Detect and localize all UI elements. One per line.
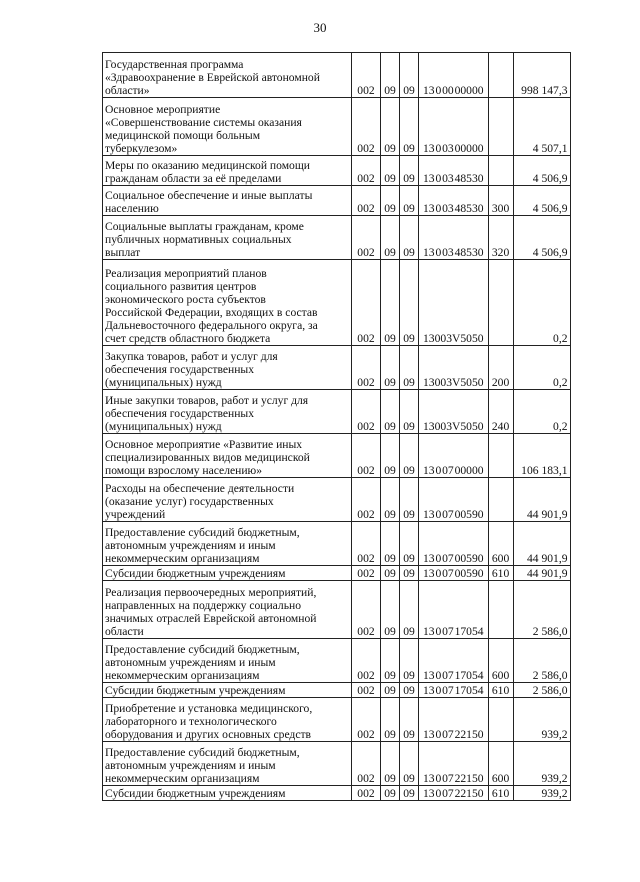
grbs-code: 002 <box>352 566 381 581</box>
table-row <box>103 566 571 581</box>
target-article-part: 07 <box>442 567 454 580</box>
expense-type-code: 600 <box>488 522 513 566</box>
target-article-part: 0 <box>435 684 442 697</box>
expense-type-code: 610 <box>488 566 513 581</box>
target-article-part: 13 <box>423 684 435 697</box>
amount: 44 901,9 <box>513 566 570 581</box>
target-article-part: 13 <box>423 332 435 345</box>
table-row <box>103 186 571 216</box>
target-article-part: 17054 <box>454 625 484 638</box>
target-article-part: 0 <box>435 787 442 800</box>
target-article-part: 22150 <box>454 772 484 785</box>
section-code: 09 <box>381 581 400 639</box>
section-code: 09 <box>381 186 400 216</box>
expense-type-code <box>488 260 513 346</box>
target-article-code <box>419 260 489 346</box>
target-article-parts <box>421 142 486 155</box>
section-code: 09 <box>381 156 400 186</box>
amount: 4 506,9 <box>513 216 570 260</box>
grbs-code: 002 <box>352 346 381 390</box>
target-article-code <box>419 566 489 581</box>
section-code: 09 <box>381 742 400 786</box>
target-article-part: 07 <box>442 625 454 638</box>
target-article-code <box>419 639 489 683</box>
target-article-part: 22150 <box>454 787 484 800</box>
row-name: Субсидии бюджетным учреждениям <box>103 566 352 581</box>
target-article-part: 0 <box>435 728 442 741</box>
grbs-code: 002 <box>352 434 381 478</box>
table-row <box>103 742 571 786</box>
section-code: 09 <box>381 216 400 260</box>
target-article-part: 0 <box>434 376 441 389</box>
target-article-part: 13 <box>423 625 435 638</box>
table-row <box>103 98 571 156</box>
amount: 106 183,1 <box>513 434 570 478</box>
grbs-code: 002 <box>352 683 381 698</box>
target-article-part: 0 <box>435 552 442 565</box>
target-article-part: 07 <box>442 552 454 565</box>
row-name: Основное мероприятие «Развитие иных специализированных видов медицинской помощи взрослому населению» <box>103 434 352 478</box>
grbs-code: 002 <box>352 186 381 216</box>
target-article-part: 07 <box>442 684 454 697</box>
subsection-code: 09 <box>400 683 419 698</box>
target-article-part: 00000 <box>454 84 484 97</box>
page-number: 30 <box>313 20 327 35</box>
grbs-code: 002 <box>352 698 381 742</box>
table-row <box>103 698 571 742</box>
expense-type-code <box>488 478 513 522</box>
target-article-part: 00590 <box>454 552 484 565</box>
target-article-part: 0 <box>435 246 442 259</box>
target-article-code <box>419 346 489 390</box>
amount: 0,2 <box>513 346 570 390</box>
target-article-part: 13 <box>423 172 435 185</box>
grbs-code: 002 <box>352 260 381 346</box>
target-article-part: 13 <box>423 420 435 433</box>
target-article-code <box>419 186 489 216</box>
amount: 0,2 <box>513 390 570 434</box>
budget-table-body <box>103 53 571 801</box>
target-article-parts <box>421 787 486 800</box>
target-article-part: 07 <box>442 728 454 741</box>
target-article-code <box>419 742 489 786</box>
target-article-part: 03 <box>440 332 452 345</box>
target-article-code <box>419 390 489 434</box>
target-article-code <box>419 522 489 566</box>
target-article-part: 13 <box>423 728 435 741</box>
row-name: Предоставление субсидий бюджетным, автономным учреждениям и иным некоммерческим организациям <box>103 522 352 566</box>
subsection-code: 09 <box>400 98 419 156</box>
table-row <box>103 156 571 186</box>
target-article-parts <box>421 728 486 741</box>
target-article-parts <box>421 508 486 521</box>
target-article-part: 17054 <box>454 684 484 697</box>
amount: 0,2 <box>513 260 570 346</box>
row-name: Предоставление субсидий бюджетным, автономным учреждениям и иным некоммерческим организациям <box>103 742 352 786</box>
target-article-code <box>419 98 489 156</box>
row-name: Социальные выплаты гражданам, кроме публичных нормативных социальных выплат <box>103 216 352 260</box>
row-name: Субсидии бюджетным учреждениям <box>103 683 352 698</box>
row-name: Меры по оказанию медицинской помощи гражданам области за её пределами <box>103 156 352 186</box>
target-article-parts <box>421 772 486 785</box>
row-name: Иные закупки товаров, работ и услуг для обеспечения государственных (муниципальных) нужд <box>103 390 352 434</box>
target-article-parts <box>421 332 486 345</box>
table-row <box>103 216 571 260</box>
target-article-part: 48530 <box>454 172 484 185</box>
target-article-part: 13 <box>423 508 435 521</box>
amount: 4 506,9 <box>513 156 570 186</box>
target-article-code <box>419 53 489 98</box>
target-article-code <box>419 156 489 186</box>
table-row <box>103 581 571 639</box>
table-row <box>103 478 571 522</box>
row-name: Субсидии бюджетным учреждениям <box>103 786 352 801</box>
table-row <box>103 434 571 478</box>
target-article-part: V5050 <box>451 376 484 389</box>
target-article-part: 13 <box>423 246 435 259</box>
expense-type-code: 600 <box>488 742 513 786</box>
target-article-parts <box>421 567 486 580</box>
target-article-part: 0 <box>435 772 442 785</box>
section-code: 09 <box>381 639 400 683</box>
expense-type-code: 300 <box>488 186 513 216</box>
target-article-part: 13 <box>423 142 435 155</box>
target-article-code <box>419 683 489 698</box>
section-code: 09 <box>381 434 400 478</box>
row-name: Приобретение и установка медицинского, лабораторного и технологического оборудования и других основных средств <box>103 698 352 742</box>
section-code: 09 <box>381 698 400 742</box>
table-row <box>103 53 571 98</box>
target-article-part: 13 <box>423 202 435 215</box>
subsection-code: 09 <box>400 639 419 683</box>
target-article-part: 03 <box>442 142 454 155</box>
amount: 2 586,0 <box>513 639 570 683</box>
amount: 998 147,3 <box>513 53 570 98</box>
target-article-part: 17054 <box>454 669 484 682</box>
target-article-part: 03 <box>442 246 454 259</box>
expense-type-code <box>488 53 513 98</box>
target-article-code <box>419 478 489 522</box>
subsection-code: 09 <box>400 390 419 434</box>
grbs-code: 002 <box>352 581 381 639</box>
target-article-part: 0 <box>435 625 442 638</box>
amount: 4 506,9 <box>513 186 570 216</box>
expense-type-code <box>488 98 513 156</box>
table-row <box>103 260 571 346</box>
target-article-part: 07 <box>442 508 454 521</box>
subsection-code: 09 <box>400 478 419 522</box>
target-article-part: 07 <box>442 772 454 785</box>
target-article-part: 0 <box>435 508 442 521</box>
target-article-part: 00000 <box>454 464 484 477</box>
expense-type-code <box>488 581 513 639</box>
target-article-part: 13 <box>423 552 435 565</box>
target-article-part: 03 <box>442 202 454 215</box>
target-article-part: 13 <box>423 84 435 97</box>
target-article-part: 00000 <box>454 142 484 155</box>
grbs-code: 002 <box>352 522 381 566</box>
target-article-parts <box>421 669 486 682</box>
target-article-part: 0 <box>434 420 441 433</box>
subsection-code: 09 <box>400 260 419 346</box>
target-article-part: 0 <box>435 202 442 215</box>
target-article-part: 13 <box>423 787 435 800</box>
target-article-parts <box>421 376 486 389</box>
row-name: Основное мероприятие «Совершенствование системы оказания медицинской помощи больным туберкулезом» <box>103 98 352 156</box>
target-article-code <box>419 216 489 260</box>
target-article-part: 00590 <box>454 508 484 521</box>
table-row <box>103 786 571 801</box>
subsection-code: 09 <box>400 581 419 639</box>
amount: 2 586,0 <box>513 581 570 639</box>
expense-type-code: 610 <box>488 786 513 801</box>
row-name: Предоставление субсидий бюджетным, автономным учреждениям и иным некоммерческим организациям <box>103 639 352 683</box>
subsection-code: 09 <box>400 742 419 786</box>
expense-type-code: 610 <box>488 683 513 698</box>
target-article-part: 03 <box>440 376 452 389</box>
target-article-code <box>419 581 489 639</box>
section-code: 09 <box>381 346 400 390</box>
grbs-code: 002 <box>352 156 381 186</box>
table-row <box>103 683 571 698</box>
target-article-part: 07 <box>442 787 454 800</box>
amount: 4 507,1 <box>513 98 570 156</box>
table-row <box>103 522 571 566</box>
target-article-part: 0 <box>434 332 441 345</box>
target-article-code <box>419 786 489 801</box>
section-code: 09 <box>381 260 400 346</box>
grbs-code: 002 <box>352 786 381 801</box>
target-article-part: 07 <box>442 464 454 477</box>
target-article-part: 03 <box>442 172 454 185</box>
row-name: Социальное обеспечение и иные выплаты населению <box>103 186 352 216</box>
target-article-parts <box>421 246 486 259</box>
target-article-code <box>419 434 489 478</box>
subsection-code: 09 <box>400 216 419 260</box>
grbs-code: 002 <box>352 478 381 522</box>
expense-type-code: 600 <box>488 639 513 683</box>
target-article-parts <box>421 684 486 697</box>
table-row <box>103 639 571 683</box>
section-code: 09 <box>381 566 400 581</box>
subsection-code: 09 <box>400 522 419 566</box>
expense-type-code: 200 <box>488 346 513 390</box>
target-article-parts <box>421 84 486 97</box>
table-row <box>103 390 571 434</box>
target-article-part: 0 <box>435 84 442 97</box>
target-article-part: 13 <box>423 772 435 785</box>
subsection-code: 09 <box>400 186 419 216</box>
subsection-code: 09 <box>400 786 419 801</box>
row-name: Государственная программа «Здравоохранение в Еврейской автономной области» <box>103 53 352 98</box>
expense-type-code <box>488 156 513 186</box>
section-code: 09 <box>381 522 400 566</box>
grbs-code: 002 <box>352 53 381 98</box>
grbs-code: 002 <box>352 390 381 434</box>
expense-type-code: 240 <box>488 390 513 434</box>
target-article-part: 13 <box>423 567 435 580</box>
row-name: Расходы на обеспечение деятельности (оказание услуг) государственных учреждений <box>103 478 352 522</box>
amount: 939,2 <box>513 698 570 742</box>
target-article-parts <box>421 625 486 638</box>
target-article-part: 48530 <box>454 202 484 215</box>
budget-table <box>102 52 571 801</box>
target-article-part: 13 <box>423 376 435 389</box>
table-row <box>103 346 571 390</box>
target-article-code <box>419 698 489 742</box>
target-article-part: V5050 <box>451 332 484 345</box>
subsection-code: 09 <box>400 698 419 742</box>
amount: 939,2 <box>513 786 570 801</box>
amount: 44 901,9 <box>513 522 570 566</box>
target-article-parts <box>421 464 486 477</box>
subsection-code: 09 <box>400 434 419 478</box>
amount: 44 901,9 <box>513 478 570 522</box>
row-name: Реализация первоочередных мероприятий, направленных на поддержку социально значимых отраслей Еврейской автономной области <box>103 581 352 639</box>
section-code: 09 <box>381 786 400 801</box>
grbs-code: 002 <box>352 639 381 683</box>
target-article-part: 00 <box>442 84 454 97</box>
target-article-part: 48530 <box>454 246 484 259</box>
grbs-code: 002 <box>352 98 381 156</box>
target-article-part: V5050 <box>451 420 484 433</box>
target-article-part: 13 <box>423 669 435 682</box>
expense-type-code: 320 <box>488 216 513 260</box>
subsection-code: 09 <box>400 53 419 98</box>
target-article-part: 03 <box>440 420 452 433</box>
target-article-part: 0 <box>435 567 442 580</box>
target-article-part: 0 <box>435 172 442 185</box>
grbs-code: 002 <box>352 216 381 260</box>
expense-type-code <box>488 434 513 478</box>
target-article-parts <box>421 202 486 215</box>
section-code: 09 <box>381 98 400 156</box>
amount: 2 586,0 <box>513 683 570 698</box>
target-article-parts <box>421 172 486 185</box>
amount: 939,2 <box>513 742 570 786</box>
target-article-part: 0 <box>435 669 442 682</box>
subsection-code: 09 <box>400 346 419 390</box>
target-article-part: 00590 <box>454 567 484 580</box>
target-article-part: 07 <box>442 669 454 682</box>
section-code: 09 <box>381 478 400 522</box>
expense-type-code <box>488 698 513 742</box>
target-article-parts <box>421 552 486 565</box>
target-article-part: 0 <box>435 464 442 477</box>
grbs-code: 002 <box>352 742 381 786</box>
row-name: Закупка товаров, работ и услуг для обеспечения государственных (муниципальных) нужд <box>103 346 352 390</box>
target-article-part: 22150 <box>454 728 484 741</box>
target-article-part: 0 <box>435 142 442 155</box>
section-code: 09 <box>381 390 400 434</box>
section-code: 09 <box>381 683 400 698</box>
section-code: 09 <box>381 53 400 98</box>
subsection-code: 09 <box>400 566 419 581</box>
subsection-code: 09 <box>400 156 419 186</box>
target-article-part: 13 <box>423 464 435 477</box>
target-article-parts <box>421 420 486 433</box>
row-name: Реализация мероприятий планов социального развития центров экономического роста субъектов Российской Федерации, входящих в состав Дальневосточного федерального округа, за счет средств областного бюджета <box>103 260 352 346</box>
